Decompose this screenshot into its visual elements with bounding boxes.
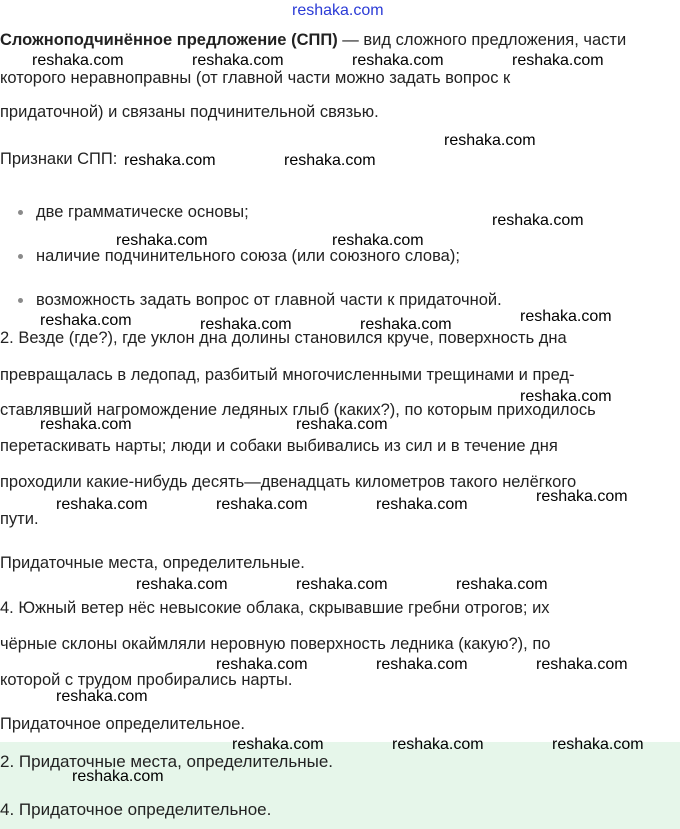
watermark: reshaka.com — [520, 388, 612, 405]
watermark: reshaka.com — [56, 688, 148, 705]
answer-line: 2. Придаточные места, определительные. — [0, 752, 333, 771]
watermark: reshaka.com — [536, 656, 628, 673]
sentence-2-line: проходили какие-нибудь десять—двенадцать километров такого нелёгкого — [0, 473, 577, 491]
watermark: reshaka.com — [200, 316, 292, 333]
sentence-2-line: перетаскивать нарты; люди и собаки выбивались из сил и в течение дня — [0, 437, 558, 455]
watermark: reshaka.com — [116, 232, 208, 249]
sentence-4-conclusion: Придаточное определительное. — [0, 715, 246, 733]
watermark: reshaka.com — [284, 152, 376, 169]
watermark: reshaka.com — [552, 736, 644, 753]
watermark: reshaka.com — [32, 52, 124, 69]
watermark: reshaka.com — [72, 768, 164, 785]
watermark: reshaka.com — [216, 656, 308, 673]
definition-term: Сложноподчинённое предложение (СПП) — [0, 31, 338, 49]
signs-title: Признаки СПП: — [0, 150, 118, 168]
watermark: reshaka.com — [296, 416, 388, 433]
answer-line: 4. Придаточное определительное. — [0, 800, 272, 819]
watermark: reshaka.com — [376, 656, 468, 673]
watermark: reshaka.com — [512, 52, 604, 69]
watermark: reshaka.com — [360, 316, 452, 333]
definition-rest: — вид сложного предложения, части — [337, 31, 627, 49]
watermark: reshaka.com — [136, 576, 228, 593]
sentence-2-line: 2. Везде (где?), где уклон дна долины становился круче, поверхность дна — [0, 329, 567, 347]
watermark: reshaka.com — [56, 496, 148, 513]
sign-item: наличие подчинительного союза (или союзного слова); — [36, 247, 460, 265]
watermark: reshaka.com — [40, 416, 132, 433]
sentence-2-conclusion: Придаточные места, определительные. — [0, 554, 305, 572]
bullet-icon — [18, 210, 23, 215]
sign-item: возможность задать вопрос от главной части к придаточной. — [36, 291, 502, 309]
sentence-4-line: 4. Южный ветер нёс невысокие облака, скрывавшие гребни отрогов; их — [0, 599, 550, 617]
site-header[interactable]: reshaka.com — [292, 2, 384, 19]
watermark: reshaka.com — [456, 576, 548, 593]
sign-item: две грамматическе основы; — [36, 203, 249, 221]
watermark: reshaka.com — [392, 736, 484, 753]
watermark: reshaka.com — [376, 496, 468, 513]
sentence-2-line: пути. — [0, 510, 39, 528]
watermark: reshaka.com — [332, 232, 424, 249]
sentence-2-line: превращалась в ледопад, разбитый многочисленными трещинами и пред- — [0, 366, 575, 384]
watermark: reshaka.com — [216, 496, 308, 513]
watermark: reshaka.com — [352, 52, 444, 69]
watermark: reshaka.com — [492, 212, 584, 229]
watermark: reshaka.com — [192, 52, 284, 69]
watermark: reshaka.com — [296, 576, 388, 593]
watermark: reshaka.com — [124, 152, 216, 169]
definition-line-1 — [0, 30, 626, 50]
watermark: reshaka.com — [40, 312, 132, 329]
definition-line-3: придаточной) и связаны подчинительной связью. — [0, 103, 379, 121]
watermark: reshaka.com — [520, 308, 612, 325]
sentence-4-line: которой с трудом пробирались нарты. — [0, 671, 293, 689]
sentence-2-line: ставлявший нагромождение ледяных глыб (каких?), по которым приходилось — [0, 401, 596, 419]
sentence-4-line: чёрные склоны окаймляли неровную поверхность ледника (какую?), по — [0, 635, 551, 653]
bullet-icon — [18, 298, 23, 303]
bullet-icon — [18, 254, 23, 259]
watermark: reshaka.com — [444, 132, 536, 149]
definition-line-2: которого неравноправны (от главной части можно задать вопрос к — [0, 69, 511, 87]
watermark: reshaka.com — [232, 736, 324, 753]
watermark: reshaka.com — [536, 488, 628, 505]
